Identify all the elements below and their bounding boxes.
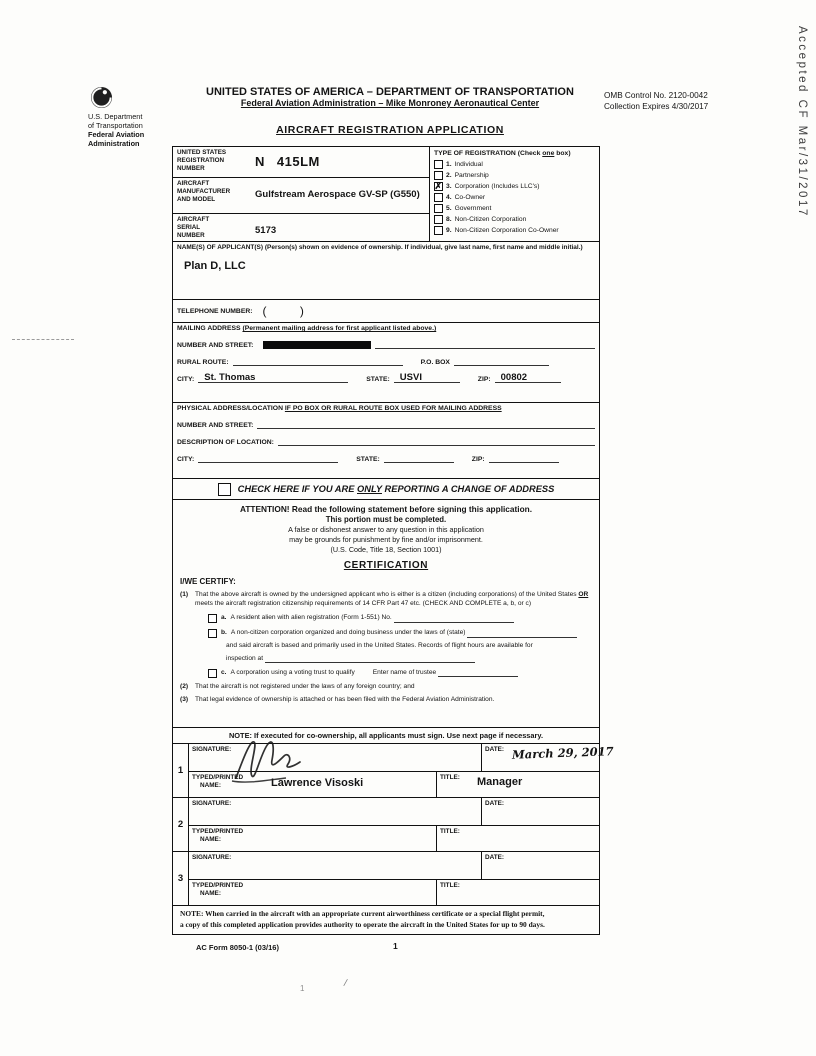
telephone-section bbox=[173, 299, 599, 322]
typed-name-value: Lawrence Visoski bbox=[271, 777, 364, 789]
physical-street-field[interactable] bbox=[257, 418, 595, 429]
city-field[interactable] bbox=[198, 372, 348, 383]
physical-state-label: STATE: bbox=[356, 456, 380, 463]
item1-part-b: meets the aircraft registration citizenship requirements of 14 CFR Part 47 etc. (CHECK AND COMPLETE a, b, or c) bbox=[195, 600, 532, 608]
certification-item-3 bbox=[180, 695, 592, 704]
name-label-line1: TYPED/PRINTED bbox=[192, 882, 244, 889]
checkbox-government[interactable] bbox=[434, 204, 443, 213]
item2-text: That the aircraft is not registered under the laws of any foreign country; and bbox=[195, 682, 415, 690]
rural-route-label: RURAL ROUTE: bbox=[177, 359, 229, 366]
zip-value: 00802 bbox=[500, 372, 528, 383]
checkbox-co-owner[interactable] bbox=[434, 193, 443, 202]
checkbox-non-citizen-corp[interactable] bbox=[208, 629, 217, 638]
option-label: Co-Owner bbox=[454, 194, 486, 201]
co-ownership-note: NOTE: If executed for co-ownership, all applicants must sign. Use next page if necessary. bbox=[173, 727, 599, 743]
document-header bbox=[185, 86, 595, 108]
title-cell-2[interactable] bbox=[437, 826, 599, 851]
agency-line: Administration bbox=[88, 139, 140, 149]
row-number: 3 bbox=[173, 852, 189, 905]
agency-block bbox=[88, 112, 144, 148]
city-value: St. Thomas bbox=[204, 372, 256, 383]
scan-artifact-mark: / bbox=[342, 977, 349, 990]
label-line: MANUFACTURER bbox=[177, 188, 231, 196]
serial-number-label bbox=[177, 216, 255, 239]
signature-row-2 bbox=[173, 797, 599, 851]
physical-city-label: CITY: bbox=[177, 456, 195, 463]
title-value: Manager bbox=[477, 776, 523, 788]
item-number: (1) bbox=[180, 591, 189, 598]
state-field[interactable] bbox=[394, 372, 460, 383]
inspection-at-label: inspection at bbox=[226, 654, 264, 662]
item1-or: OR bbox=[578, 591, 589, 598]
physical-heading: PHYSICAL ADDRESS/LOCATION bbox=[177, 405, 285, 412]
option-number: 4. bbox=[446, 194, 452, 201]
scan-artifact-dashes bbox=[12, 339, 74, 340]
telephone-field[interactable]: ( ) bbox=[262, 304, 304, 318]
attention-line: (U.S. Code, Title 18, Section 1001) bbox=[330, 545, 442, 554]
signature-cell-3[interactable] bbox=[189, 852, 482, 879]
date-value-handwritten: March 29, 2017 bbox=[511, 744, 614, 762]
option-label: Non-Citizen Corporation bbox=[454, 216, 527, 223]
tor-option-corporation[interactable] bbox=[434, 182, 595, 191]
registration-number-value bbox=[255, 154, 320, 175]
header-title: UNITED STATES OF AMERICA – DEPARTMENT OF TRANSPORTATION bbox=[206, 86, 574, 98]
tor-option-non-citizen-corporation-co-owner[interactable] bbox=[434, 226, 595, 235]
sub-b-line1: A non-citizen corporation organized and doing business under the laws of (state) bbox=[230, 629, 466, 637]
dot-logo-icon bbox=[90, 86, 113, 114]
name-label-line1: TYPED/PRINTED bbox=[192, 774, 244, 781]
zip-label: ZIP: bbox=[477, 376, 491, 383]
state-label: STATE: bbox=[366, 376, 390, 383]
omb-expiry: Collection Expires 4/30/2017 bbox=[604, 102, 709, 112]
sub-letter: c. bbox=[221, 668, 227, 676]
note-line2: a copy of this completed application provides authority to operate the aircraft in the United States for up to 90 days. bbox=[180, 919, 545, 929]
title-pre: TYPE OF REGISTRATION (Check bbox=[434, 150, 543, 157]
n-number: 415LM bbox=[276, 154, 320, 169]
change-of-address-text bbox=[238, 484, 555, 494]
po-box-field[interactable] bbox=[454, 355, 549, 366]
label-line: NUMBER bbox=[177, 165, 205, 173]
signature-label: SIGNATURE: bbox=[192, 854, 232, 861]
telephone-label: TELEPHONE NUMBER: bbox=[177, 307, 253, 315]
name-cell-3[interactable] bbox=[189, 880, 437, 905]
i-we-certify: I/WE CERTIFY: bbox=[180, 577, 236, 586]
certification-item-1 bbox=[180, 590, 592, 608]
signature-label: SIGNATURE: bbox=[192, 746, 232, 753]
item-text bbox=[195, 590, 592, 608]
physical-street-label: NUMBER AND STREET: bbox=[177, 422, 254, 429]
redaction-bar bbox=[263, 341, 371, 349]
page-number: 1 bbox=[393, 941, 398, 951]
alien-registration-field[interactable] bbox=[394, 614, 514, 623]
tor-option-partnership[interactable] bbox=[434, 171, 595, 180]
manufacturer-label bbox=[177, 180, 255, 211]
option-number: 5. bbox=[446, 205, 452, 212]
signature-cell-2[interactable] bbox=[189, 798, 482, 825]
row-number: 1 bbox=[173, 744, 189, 797]
checkbox-change-of-address[interactable] bbox=[218, 483, 231, 496]
signature-scribble bbox=[228, 732, 318, 789]
label-line: NUMBER bbox=[177, 232, 205, 240]
option-number: 2. bbox=[446, 172, 452, 179]
name-label-line2: NAME: bbox=[200, 782, 221, 789]
tor-option-non-citizen-corporation[interactable] bbox=[434, 215, 595, 224]
checkbox-non-citizen-corporation[interactable] bbox=[434, 215, 443, 224]
name-label-line1: TYPED/PRINTED bbox=[192, 828, 244, 835]
description-label: DESCRIPTION OF LOCATION: bbox=[177, 439, 274, 446]
physical-zip-field[interactable] bbox=[489, 452, 559, 463]
applicant-label: NAME(S) OF APPLICANT(S) (Person(s) shown on evidence of ownership. If individual, give last name, first name and middle initial.) bbox=[177, 244, 583, 251]
option-number: 3. bbox=[446, 183, 452, 190]
date-label: DATE: bbox=[485, 854, 505, 861]
option-label: Individual bbox=[454, 161, 483, 168]
date-label: DATE: bbox=[485, 746, 505, 753]
physical-address-section bbox=[173, 402, 599, 478]
title-label: TITLE: bbox=[440, 774, 460, 781]
state-of-incorporation-field[interactable] bbox=[467, 629, 577, 638]
n-prefix: N bbox=[255, 154, 265, 169]
signature-label: SIGNATURE: bbox=[192, 800, 232, 807]
title-label: TITLE: bbox=[440, 882, 460, 889]
date-cell-1[interactable] bbox=[482, 744, 614, 771]
sub-letter: b. bbox=[221, 629, 227, 637]
agency-line: of Transportation bbox=[88, 121, 143, 131]
checkbox-voting-trust[interactable] bbox=[208, 669, 217, 678]
option-number: 1. bbox=[446, 161, 452, 168]
scan-artifact-mark: 1 bbox=[300, 984, 305, 993]
rural-route-field[interactable] bbox=[233, 355, 403, 366]
inspection-location-field[interactable] bbox=[265, 654, 475, 663]
label-line: UNITED STATES bbox=[177, 149, 227, 156]
label-line: AIRCRAFT bbox=[177, 180, 210, 187]
agency-line: Federal Aviation bbox=[88, 130, 145, 140]
attention-line: ATTENTION! Read the following statement before signing this application. bbox=[239, 504, 533, 514]
label-line: AND MODEL bbox=[177, 196, 216, 204]
sub-a-label: A resident alien with alien registration (Form 1-551) No. bbox=[230, 614, 392, 622]
item1-part-a: That the above aircraft is owned by the undersigned applicant who is either is a citizen (including corporations) of the United States bbox=[195, 591, 579, 598]
item-number: (2) bbox=[180, 682, 189, 690]
certification-title: CERTIFICATION bbox=[343, 560, 429, 571]
item3-text: That legal evidence of ownership is attached or has been filed with the Federal Aviation Administration. bbox=[195, 696, 495, 704]
sub-b-inspection bbox=[226, 654, 592, 663]
title-post: box) bbox=[554, 150, 571, 157]
certification-item-2 bbox=[180, 682, 592, 691]
po-box-label: P.O. BOX bbox=[420, 359, 450, 366]
label-line: SERIAL bbox=[177, 224, 201, 232]
coa-post: REPORTING A CHANGE OF ADDRESS bbox=[381, 484, 555, 494]
note-label: NOTE: bbox=[180, 909, 204, 918]
certification-section bbox=[173, 499, 599, 727]
attention-line: This portion must be completed. bbox=[325, 515, 447, 524]
date-label: DATE: bbox=[485, 800, 505, 807]
city-label: CITY: bbox=[177, 376, 195, 383]
serial-number-cell bbox=[173, 213, 429, 241]
manufacturer-cell bbox=[173, 177, 429, 213]
zip-field[interactable] bbox=[495, 372, 561, 383]
mailing-address-section bbox=[173, 322, 599, 402]
item-number: (3) bbox=[180, 696, 189, 704]
note-line1: When carried in the aircraft with an appropriate current airworthiness certificate or a special flight permit, bbox=[205, 909, 545, 918]
label-line: AIRCRAFT bbox=[177, 216, 210, 223]
sub-c-label: A corporation using a voting trust to qualify bbox=[230, 668, 355, 676]
certification-sub-c bbox=[208, 668, 592, 678]
type-of-registration-box bbox=[429, 147, 599, 241]
sub-b-text bbox=[231, 628, 577, 637]
physical-zip-label: ZIP: bbox=[471, 456, 485, 463]
street-field[interactable] bbox=[375, 338, 595, 349]
checkbox-partnership[interactable] bbox=[434, 171, 443, 180]
agency-line: U.S. Department bbox=[88, 112, 143, 121]
checkbox-corporation[interactable] bbox=[434, 182, 443, 191]
aircraft-identity-left bbox=[173, 147, 429, 241]
sub-letter: a. bbox=[221, 614, 227, 622]
checkbox-resident-alien[interactable] bbox=[208, 614, 217, 623]
form-id: AC Form 8050-1 (03/16) bbox=[196, 943, 279, 952]
state-value: USVI bbox=[399, 372, 422, 383]
trustee-label: Enter name of trustee bbox=[372, 668, 437, 676]
option-label: Government bbox=[454, 205, 492, 212]
tor-option-individual[interactable] bbox=[434, 160, 595, 169]
date-cell-3[interactable] bbox=[482, 852, 599, 879]
mailing-heading-paren: (Permanent mailing address for first applicant listed above.) bbox=[242, 325, 437, 332]
form-body bbox=[172, 146, 614, 935]
attention-line: A false or dishonest answer to any question in this application bbox=[288, 525, 484, 534]
applicant-section bbox=[173, 241, 599, 299]
date-cell-2[interactable] bbox=[482, 798, 599, 825]
aircraft-identity-section bbox=[173, 147, 599, 241]
option-number: 8. bbox=[446, 216, 452, 223]
option-label: Partnership bbox=[454, 172, 489, 179]
title-label: TITLE: bbox=[440, 828, 460, 835]
title-one: one bbox=[542, 150, 555, 157]
physical-state-field[interactable] bbox=[384, 452, 454, 463]
row-number: 2 bbox=[173, 798, 189, 851]
acceptance-stamp: Accepted CF Mar/31/2017 bbox=[796, 26, 808, 218]
tor-option-government[interactable] bbox=[434, 204, 595, 213]
street-label: NUMBER AND STREET: bbox=[177, 342, 254, 349]
option-label: Non-Citizen Corporation Co-Owner bbox=[454, 227, 559, 234]
coa-only: ONLY bbox=[357, 484, 382, 494]
checkbox-non-citizen-corporation-co-owner[interactable] bbox=[434, 226, 443, 235]
airworthiness-note bbox=[173, 905, 599, 934]
registration-number-label bbox=[177, 149, 255, 175]
label-line: REGISTRATION bbox=[177, 157, 225, 165]
omb-number: OMB Control No. 2120-0042 bbox=[604, 91, 708, 100]
mailing-heading: MAILING ADDRESS bbox=[177, 325, 241, 332]
sub-a-text bbox=[231, 613, 514, 622]
header-subtitle: Federal Aviation Administration – Mike Monroney Aeronautical Center bbox=[240, 98, 540, 108]
serial-number-value: 5173 bbox=[255, 225, 277, 236]
certification-sub-a bbox=[208, 613, 592, 623]
title-cell-3[interactable] bbox=[437, 880, 599, 905]
change-of-address-row bbox=[173, 478, 599, 499]
option-label: Corporation (Includes LLC's) bbox=[454, 183, 540, 190]
checkbox-individual[interactable] bbox=[434, 160, 443, 169]
sub-b-continuation: and said aircraft is based and primarily used in the United States. Records of flight hours are available for bbox=[226, 642, 533, 650]
omb-control bbox=[604, 90, 729, 112]
description-field[interactable] bbox=[278, 435, 595, 446]
name-label-line2: NAME: bbox=[200, 890, 221, 897]
registration-number-cell bbox=[173, 147, 429, 177]
applicant-name-value: Plan D, LLC bbox=[184, 260, 246, 272]
signature-row-3 bbox=[173, 851, 599, 905]
sub-c-text bbox=[231, 668, 519, 677]
physical-heading-condition: IF PO BOX OR RURAL ROUTE BOX USED FOR MAILING ADDRESS bbox=[284, 405, 502, 412]
physical-city-field[interactable] bbox=[198, 452, 338, 463]
name-cell-2[interactable] bbox=[189, 826, 437, 851]
tor-option-co-owner[interactable] bbox=[434, 193, 595, 202]
title-cell-1[interactable] bbox=[437, 772, 599, 797]
attention-line: may be grounds for punishment by fine and/or imprisonment. bbox=[289, 535, 483, 544]
certification-sub-b bbox=[208, 628, 592, 638]
name-label-line2: NAME: bbox=[200, 836, 221, 843]
type-of-registration-title bbox=[434, 150, 595, 157]
form-title: AIRCRAFT REGISTRATION APPLICATION bbox=[276, 124, 504, 136]
coa-pre: CHECK HERE IF YOU ARE bbox=[237, 484, 357, 494]
option-number: 9. bbox=[446, 227, 452, 234]
manufacturer-value: Gulfstream Aerospace GV-SP (G550) bbox=[255, 189, 420, 200]
trustee-name-field[interactable] bbox=[438, 668, 518, 677]
